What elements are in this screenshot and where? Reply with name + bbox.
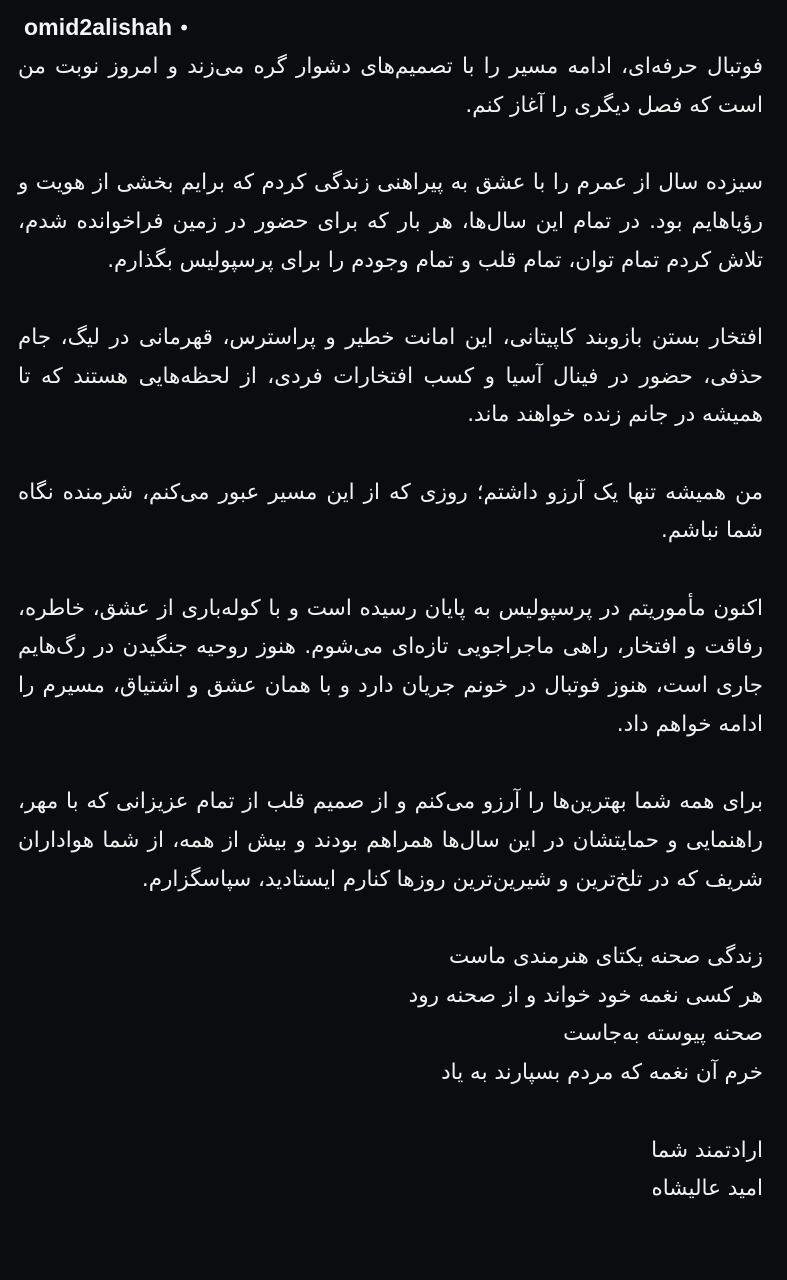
poem-block	[18, 938, 763, 1093]
caption-paragraph-3: افتخار بستن بازوبند کاپیتانی، این امانت خطیر و پراسترس، قهرمانی در لیگ، جام حذفی، حضور در فینال آسیا و کسب افتخارات فردی، از لحظه‌هایی هستند که تا همیشه در جانم زنده خواهند ماند.	[18, 324, 763, 428]
poem-line-1: زندگی صحنه یکتای هنرمندی ماست	[448, 944, 763, 970]
poem-line-3: صحنه پیوسته به‌جاست	[563, 1021, 763, 1047]
caption-paragraph-1: فوتبال حرفه‌ای، ادامه مسیر را با تصمیم‌های دشوار گره می‌زند و امروز نوبت من است که فصل دیگری را آغاز کنم.	[18, 54, 763, 118]
signature-block	[18, 1132, 763, 1209]
signature-line-1: ارادتمند شما	[651, 1137, 763, 1163]
poem-line-4: خرم آن نغمه که مردم بسپارند به یاد	[441, 1060, 763, 1086]
separator-dot: •	[178, 16, 190, 40]
caption-paragraph-5: اکنون مأموریتم در پرسپولیس به پایان رسیده است و با کوله‌باری از عشق، خاطره، رفاقت و افتخار، راهی ماجراجویی تازه‌ای می‌شوم. هنوز روحیه جنگیدن در رگ‌هایم جاری است، هنوز فوتبال در خونم جریان دارد و با همان عشق و اشتیاق، مسیرم را ادامه خواهم داد.	[18, 595, 763, 737]
username-link[interactable]: omid2alishah	[24, 14, 173, 40]
caption-paragraph-2: سیزده سال از عمرم را با عشق به پیراهنی زندگی کردم که برایم بخشی از هویت و رؤیاهایم بود. در تمام این سال‌ها، هر بار که برای حضور در زمین فراخوانده شدم، تلاش کردم تمام توان، تمام قلب و تمام وجودم را برای پرسپولیس بگذارم.	[18, 170, 763, 273]
caption-paragraph-6: برای همه شما بهترین‌ها را آرزو می‌کنم و از صمیم قلب از تمام عزیزانی که با مهر، راهنمایی و حمایتشان در این سال‌ها همراهم بودند و بیش از همه، از شما هواداران شریف که در تلخ‌ترین و شیرین‌ترین روزها کنارم ایستادید، سپاسگزارم.	[18, 789, 763, 892]
signature-name: امید عالیشاه	[651, 1176, 763, 1202]
caption-paragraph-4: من همیشه تنها یک آرزو داشتم؛ روزی که از این مسیر عبور می‌کنم، شرمنده نگاه شما نباشم.	[18, 479, 763, 544]
post-header	[24, 14, 190, 41]
poem-line-2: هر کسی نغمه خود خواند و از صحنه رود	[408, 982, 763, 1008]
post-caption	[18, 48, 763, 1209]
